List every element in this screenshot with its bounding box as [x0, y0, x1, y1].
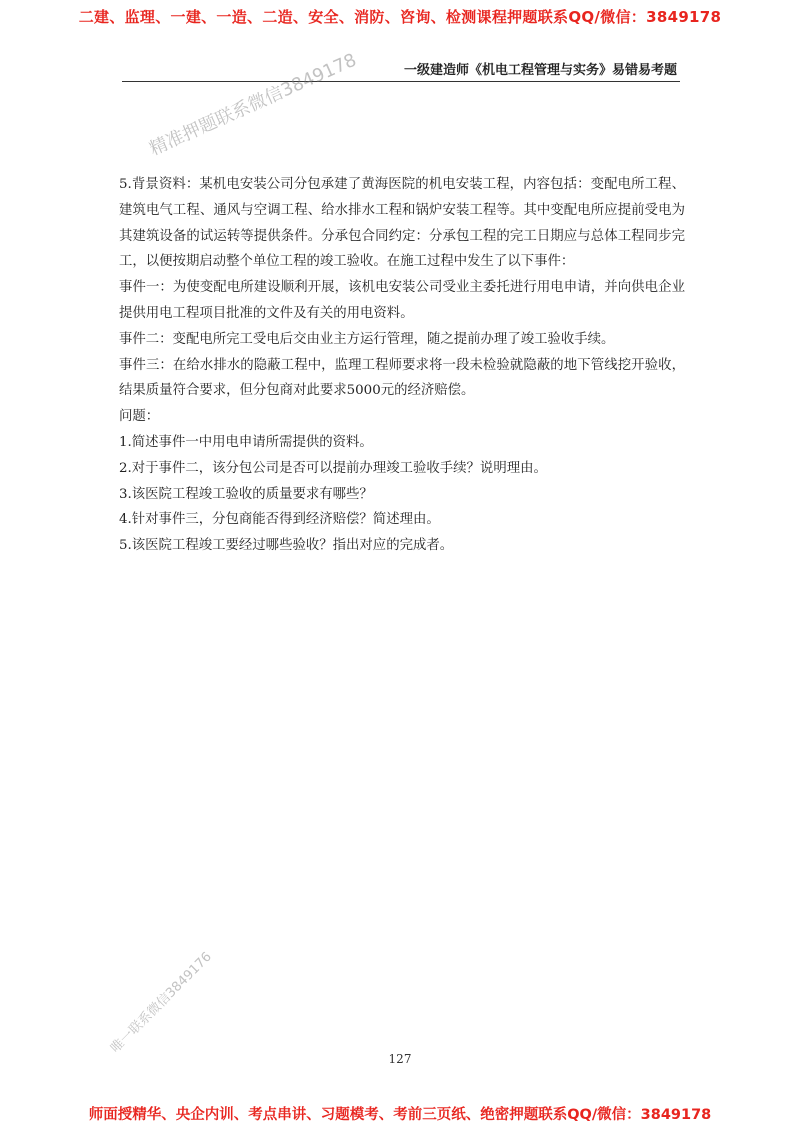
questions-title: 问题： [119, 409, 160, 425]
document-body [119, 172, 685, 559]
bottom-promo-banner: 师面授精华、央企内训、考点串讲、习题模考、考前三页纸、绝密押题联系QQ/微信：3849178 [88, 1107, 712, 1123]
question-item: 1.简述事件一中用电申请所需提供的资料。 [119, 434, 373, 450]
event-three-paragraph: 事件三：在给水排水的隐蔽工程中，监理工程师要求将一段未检验就隐蔽的地下管线挖开验收，结果质量符合要求，但分包商对此要求5000元的经济赔偿。 [119, 357, 685, 399]
question-item: 3.该医院工程竣工验收的质量要求有哪些？ [119, 486, 373, 502]
question-item: 5.该医院工程竣工要经过哪些验收？指出对应的完成者。 [119, 538, 454, 554]
top-promo-banner: 二建、监理、一建、一造、二造、安全、消防、咨询、检测课程押题联系QQ/微信：3849178 [78, 8, 722, 26]
question-item: 4.针对事件三，分包商能否得到经济赔偿？简述理由。 [119, 512, 440, 528]
event-two-paragraph: 事件二：变配电所完工受电后交由业主方运行管理，随之提前办理了竣工验收手续。 [119, 331, 615, 347]
watermark-lower: 唯一联系微信3849176 [108, 949, 215, 1057]
header-rule [122, 81, 680, 82]
background-paragraph: 5.背景资料：某机电安装公司分包承建了黄海医院的机电安装工程，内容包括：变配电所工程、建筑电气工程、通风与空调工程、给水排水工程和锅炉安装工程等。其中变配电所应提前受电为其建筑设备的试运转等提供条件。分承包合同约定：分承包工程的完工日期应与总体工程同步完工，以便按期启动整个单位工程的竣工验收。在施工过程中发生了以下事件： [119, 177, 685, 270]
watermark-upper: 精准押题联系微信3849178 [146, 49, 360, 160]
question-item: 2.对于事件二，该分包公司是否可以提前办理竣工验收手续？说明理由。 [119, 460, 547, 476]
page-number: 127 [388, 1052, 412, 1066]
running-header: 一级建造师《机电工程管理与实务》易错易考题 [403, 63, 677, 78]
event-one-paragraph: 事件一：为使变配电所建设顺利开展，该机电安装公司受业主委托进行用电申请，并向供电企业提供用电工程项目批准的文件及有关的用电资料。 [119, 280, 685, 321]
questions-section [119, 404, 685, 559]
